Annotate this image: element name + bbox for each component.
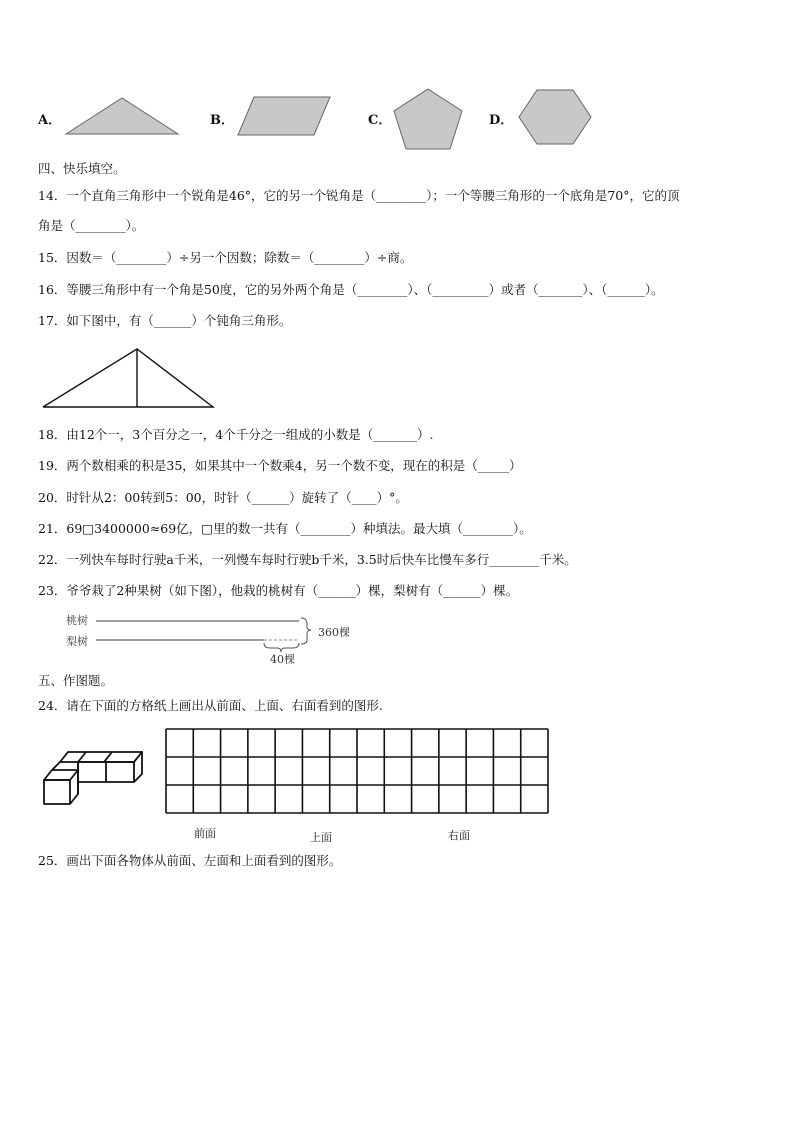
option-a-triangle [64,96,180,136]
cube-stack-figure [40,748,146,808]
question-25: 25．画出下面各物体从前面、左面和上面看到的图形。 [38,853,342,868]
option-a-label: A． [38,113,62,128]
grid-caption-right: 右面 [448,829,470,842]
question-22: 22．一列快车每时行驶a千米，一列慢车每时行驶b千米，3.5时后快车比慢车多行________千米。 [38,552,577,567]
total-count-label: 360棵 [318,626,350,639]
drawing-grid[interactable] [165,728,549,814]
question-16: 16．等腰三角形中有一个角是50度，它的另外两个角是（________）、（_________）或者（_______）、（______）。 [38,282,664,297]
question-20: 20．时针从2：00转到5：00，时针（______）旋转了（____）°。 [38,490,408,505]
option-b-label: B． [210,113,234,128]
question-21: 21．69□3400000≈69亿，□里的数一共有（________）种填法。最大填（________）。 [38,521,532,536]
question-19: 19．两个数相乘的积是35，如果其中一个数乘4，另一个数不变，现在的积是（_____） [38,458,522,473]
question-14-line-2: 角是（________）。 [38,218,145,233]
option-c-label: C． [368,113,392,128]
question-23: 23．爷爷栽了2种果树（如下图），他栽的桃树有（______）棵，梨树有（______）棵。 [38,583,519,598]
difference-count-label: 40棵 [270,653,295,666]
question-17-triangle-figure [40,346,216,410]
grid-caption-front: 前面 [194,827,216,840]
question-15: 15．因数＝（________）÷另一个因数；除数＝（________）÷商。 [38,250,413,265]
pear-tree-label: 梨树 [66,635,88,648]
question-17: 17．如下图中，有（______）个钝角三角形。 [38,313,292,328]
section-4-title: 四、快乐填空。 [38,161,126,176]
section-5-title: 五、作图题。 [38,673,114,688]
question-14-line-1: 14．一个直角三角形中一个锐角是46°，它的另一个锐角是（________）；一个等腰三角形的一个底角是70°，它的顶 [38,188,680,203]
question-18: 18．由12个一，3个百分之一，4个千分之一组成的小数是（_______）. [38,427,434,442]
option-b-parallelogram [236,95,332,137]
question-24: 24．请在下面的方格纸上画出从前面、上面、右面看到的图形. [38,698,383,713]
option-c-pentagon [392,87,464,151]
option-d-hexagon [517,88,593,146]
grid-caption-top: 上面 [310,831,332,844]
option-d-label: D． [489,113,514,128]
peach-tree-label: 桃树 [66,614,88,627]
